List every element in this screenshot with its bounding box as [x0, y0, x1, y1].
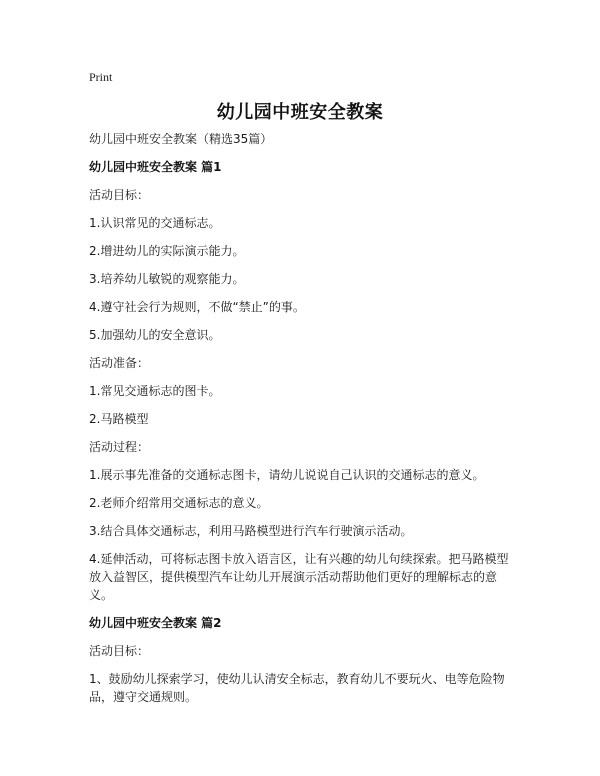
paragraph: 2.增进幼儿的实际演示能力。 — [89, 244, 245, 258]
print-label: Print — [89, 70, 113, 84]
paragraph: 活动目标： — [89, 188, 150, 202]
paragraph: 2.马路模型 — [89, 412, 149, 426]
document-title: 幼儿园中班安全教案 — [216, 102, 384, 123]
section-heading-2: 幼儿园中班安全教案 篇2 — [89, 616, 222, 630]
paragraph: 活动目标： — [89, 644, 150, 658]
paragraph: 3.结合具体交通标志，利用马路模型进行汽车行驶演示活动。 — [89, 524, 413, 538]
paragraph: 3.培养幼儿敏锐的观察能力。 — [89, 272, 245, 286]
paragraph: 活动准备： — [89, 356, 150, 370]
section-heading-1: 幼儿园中班安全教案 篇1 — [89, 160, 222, 174]
paragraph: 活动过程： — [89, 440, 150, 454]
paragraph: 1、鼓励幼儿探索学习，使幼儿认清安全标志，教育幼儿不要玩火、电等危险物品，遵守交通规则。 — [89, 672, 505, 704]
document-subtitle: 幼儿园中班安全教案（精选35篇） — [89, 132, 273, 146]
document-body — [89, 130, 517, 706]
paragraph: 2.老师介绍常用交通标志的意义。 — [89, 496, 269, 510]
paragraph: 4.延伸活动，可将标志图卡放入语言区，让有兴趣的幼儿句续探索。把马路模型放入益智区，提供模型汽车让幼儿开展演示活动帮助他们更好的理解标志的意义。 — [89, 552, 509, 602]
paragraph: 5.加强幼儿的安全意识。 — [89, 328, 221, 342]
paragraph: 1.认识常见的交通标志。 — [89, 216, 221, 230]
paragraph: 1.常见交通标志的图卡。 — [89, 384, 221, 398]
paragraph: 4.遵守社会行为规则，不做“禁止”的事。 — [89, 300, 305, 314]
paragraph: 1.展示事先准备的交通标志图卡，请幼儿说说自己认识的交通标志的意义。 — [89, 468, 485, 482]
